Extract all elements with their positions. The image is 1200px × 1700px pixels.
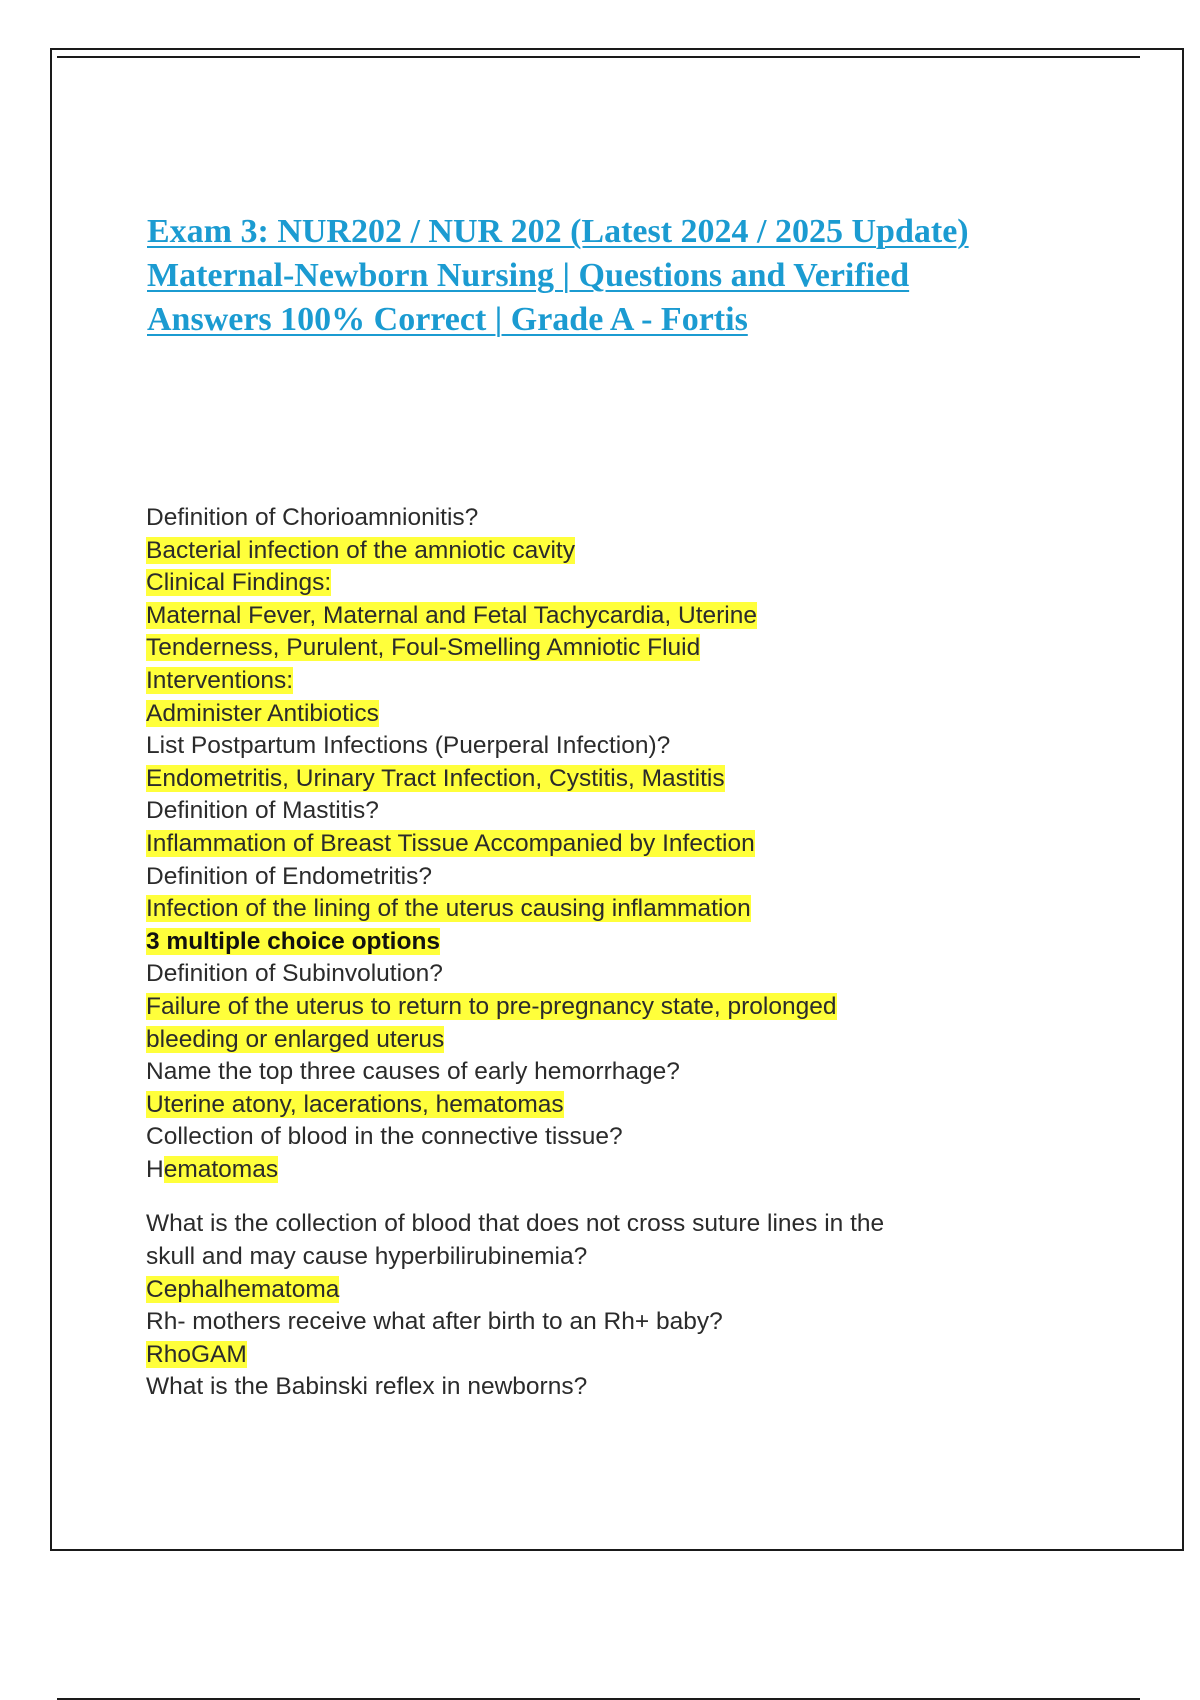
qa-line — [146, 502, 1106, 535]
answer-hematomas-first-letter: H — [146, 1155, 164, 1183]
question-rh-mothers: Rh- mothers receive what after birth to an Rh+ baby? — [146, 1308, 723, 1336]
question-suture-lines-line-1: What is the collection of blood that does not cross suture lines in the — [146, 1210, 885, 1238]
answer-early-hemorrhage: Uterine atony, lacerations, hematomas — [146, 1090, 564, 1118]
question-babinski-reflex: What is the Babinski reflex in newborns? — [146, 1373, 588, 1401]
clinical-findings-line-2: Tenderness, Purulent, Foul-Smelling Amniotic Fluid — [146, 634, 701, 662]
qa-line — [146, 926, 1106, 959]
question-suture-lines-line-2: skull and may cause hyperbilirubinemia? — [146, 1243, 588, 1271]
qa-content — [146, 502, 1106, 1404]
qa-line — [146, 1121, 1106, 1154]
answer-cephalhematoma: Cephalhematoma — [146, 1275, 340, 1303]
qa-line — [146, 763, 1106, 796]
top-rule — [57, 56, 1140, 58]
qa-line — [146, 1306, 1106, 1339]
paragraph-gap — [146, 1186, 1106, 1208]
answer-mastitis: Inflammation of Breast Tissue Accompanied by Infection — [146, 829, 755, 857]
clinical-findings-line-1: Maternal Fever, Maternal and Fetal Tachycardia, Uterine — [146, 601, 757, 629]
qa-line — [146, 698, 1106, 731]
clinical-findings-label: Clinical Findings: — [146, 569, 332, 597]
qa-line — [146, 1089, 1106, 1122]
question-subinvolution: Definition of Subinvolution? — [146, 960, 443, 988]
answer-endometritis: Infection of the lining of the uterus causing inflammation — [146, 895, 751, 923]
qa-line — [146, 535, 1106, 568]
qa-line — [146, 1208, 1106, 1241]
answer-postpartum-infections: Endometritis, Urinary Tract Infection, Cystitis, Mastitis — [146, 764, 725, 792]
question-early-hemorrhage: Name the top three causes of early hemorrhage? — [146, 1058, 680, 1086]
qa-line — [146, 893, 1106, 926]
qa-line — [146, 828, 1106, 861]
title-line-1: Exam 3: NUR202 / NUR 202 (Latest 2024 / 2025 Update) — [147, 213, 969, 250]
qa-line — [146, 730, 1106, 763]
qa-line — [146, 1056, 1106, 1089]
answer-hematomas-rest: ematomas — [163, 1155, 279, 1183]
qa-line — [146, 1274, 1106, 1307]
interventions-label: Interventions: — [146, 666, 294, 694]
qa-line — [146, 861, 1106, 894]
qa-line — [146, 665, 1106, 698]
answer-subinvolution-line-1: Failure of the uterus to return to pre-pregnancy state, prolonged — [146, 992, 837, 1020]
qa-line — [146, 1339, 1106, 1372]
question-endometritis: Definition of Endometritis? — [146, 862, 432, 890]
qa-line — [146, 567, 1106, 600]
answer-chorioamnionitis: Bacterial infection of the amniotic cavity — [146, 536, 575, 564]
qa-line — [146, 600, 1106, 633]
qa-line — [146, 991, 1106, 1024]
question-mastitis: Definition of Mastitis? — [146, 797, 379, 825]
multiple-choice-note: 3 multiple choice options — [146, 927, 441, 955]
answer-rhogam: RhoGAM — [146, 1340, 247, 1368]
question-chorioamnionitis: Definition of Chorioamnionitis? — [146, 504, 479, 531]
question-postpartum-infections: List Postpartum Infections (Puerperal Infection)? — [146, 732, 671, 760]
qa-line — [146, 1241, 1106, 1274]
title-line-2: Maternal-Newborn Nursing | Questions and Verified — [147, 257, 910, 294]
question-connective-tissue-blood: Collection of blood in the connective tissue? — [146, 1123, 623, 1151]
qa-line — [146, 795, 1106, 828]
interventions-answer: Administer Antibiotics — [146, 699, 379, 727]
qa-line — [146, 1371, 1106, 1404]
document-title — [147, 210, 1107, 342]
answer-subinvolution-line-2: bleeding or enlarged uterus — [146, 1025, 445, 1053]
qa-line — [146, 958, 1106, 991]
title-line-3: Answers 100% Correct | Grade A - Fortis — [147, 301, 748, 338]
qa-line — [146, 1154, 1106, 1187]
qa-line — [146, 632, 1106, 665]
qa-line — [146, 1024, 1106, 1057]
